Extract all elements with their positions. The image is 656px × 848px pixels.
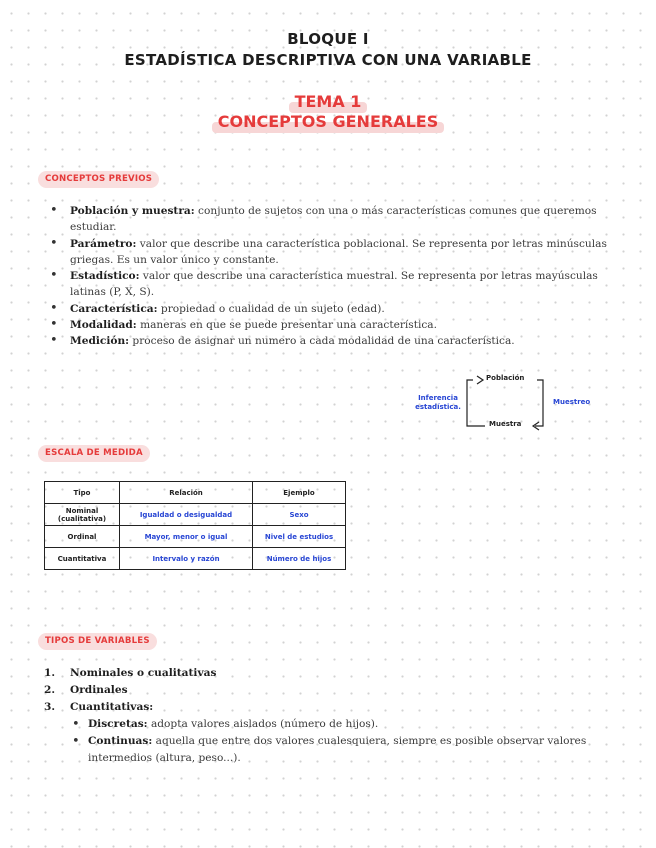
list-number: 2. xyxy=(44,684,56,696)
list-number: 3. xyxy=(44,701,56,713)
definition-item xyxy=(44,203,616,236)
table-cell-type: Cuantitativa xyxy=(45,548,120,570)
definition-text: valor que describe una característica muestral. Se representa por letras mayúsculas latinas (P, X, S). xyxy=(70,270,598,299)
table-row xyxy=(45,504,346,526)
table-row xyxy=(45,548,346,570)
diagram-inferencia-line1: Inferencia xyxy=(418,394,458,402)
subtype-term: Discretas: xyxy=(88,718,148,730)
table-cell-type xyxy=(45,504,120,526)
tema-title-text: CONCEPTOS GENERALES xyxy=(212,112,444,131)
definition-text: conjunto de sujetos con una o más características comunes que queremos estudiar. xyxy=(70,205,597,234)
list-label: Nominales o cualitativas xyxy=(70,667,217,679)
diagram-muestra: Muestra xyxy=(489,420,522,428)
list-item xyxy=(44,682,624,699)
tema-number xyxy=(0,92,656,111)
diagram-inferencia-line2: estadística. xyxy=(415,403,461,411)
definition-term: Parámetro: xyxy=(70,237,137,250)
table-header: Tipo xyxy=(45,482,120,504)
table-header-row xyxy=(45,482,346,504)
table-cell-example: Nivel de estudios xyxy=(253,526,346,548)
definition-term: Población y muestra: xyxy=(70,205,195,217)
definition-item xyxy=(44,301,616,317)
table-row xyxy=(45,526,346,548)
list-item xyxy=(44,699,624,767)
definition-text: valor que describe una característica poblacional. Se representa por letras minúsculas griegas. Es un valor único y constante. xyxy=(70,237,607,266)
diagram-poblacion: Población xyxy=(486,374,525,382)
table-header: Relación xyxy=(120,482,253,504)
definition-item xyxy=(44,236,616,269)
block-title: BLOQUE I xyxy=(287,30,369,48)
section-escala-de-medida: ESCALA DE MEDIDA xyxy=(38,445,150,462)
definition-text: propiedad o cualidad de un sujeto (edad). xyxy=(157,302,385,315)
definition-item xyxy=(44,317,616,333)
definition-item xyxy=(44,268,616,301)
table-cell-relation: Mayor, menor o igual xyxy=(120,526,253,548)
scale-table xyxy=(44,481,346,570)
table-cell-type: Ordinal xyxy=(45,526,120,548)
table-cell-relation: Igualdad o desigualdad xyxy=(120,504,253,526)
table-cell-type-sub: (cualitativa) xyxy=(57,514,107,523)
definition-item xyxy=(44,333,616,349)
arrow-head-icon xyxy=(477,376,483,384)
definition-text: proceso de asignar un numero a cada modalidad de una característica. xyxy=(129,335,515,348)
variable-types-list xyxy=(44,665,624,767)
section-tipos-de-variables: TIPOS DE VARIABLES xyxy=(38,633,157,650)
quantitative-subtypes xyxy=(70,716,624,767)
list-number: 1. xyxy=(44,667,56,679)
sub-list-item xyxy=(70,733,624,767)
definition-text: maneras en que se puede presentar una característica. xyxy=(136,319,437,332)
definition-term: Estadístico: xyxy=(70,270,140,283)
definition-term: Modalidad: xyxy=(70,319,137,332)
block-subtitle: ESTADÍSTICA DESCRIPTIVA CON UNA VARIABLE xyxy=(124,51,532,69)
subtype-text: adopta valores aislados (número de hijos). xyxy=(147,718,379,730)
sub-list-item xyxy=(70,716,624,733)
definition-term: Característica: xyxy=(70,302,158,315)
definitions-list xyxy=(44,203,616,350)
list-label: Ordinales xyxy=(70,684,128,696)
diagram-inferencia xyxy=(412,394,464,412)
list-label: Cuantitativas: xyxy=(70,701,154,713)
list-item xyxy=(44,665,624,682)
tema-title xyxy=(0,112,656,131)
table-cell-type-main: Nominal xyxy=(65,506,99,515)
subtype-term: Continuas: xyxy=(88,735,153,747)
definition-term: Medición: xyxy=(70,335,130,348)
table-cell-example: Sexo xyxy=(253,504,346,526)
tema-number-text: TEMA 1 xyxy=(289,92,368,111)
subtype-text: aquella que entre dos valores cualesquiera, siempre es posible observar valores intermedios (altura, peso...). xyxy=(88,735,587,764)
diagram-muestreo: Muestreo xyxy=(553,398,591,406)
table-header: Ejemplo xyxy=(253,482,346,504)
table-cell-relation: Intervalo y razón xyxy=(120,548,253,570)
table-cell-example: Número de hijos xyxy=(253,548,346,570)
section-conceptos-previos: CONCEPTOS PREVIOS xyxy=(38,171,159,188)
